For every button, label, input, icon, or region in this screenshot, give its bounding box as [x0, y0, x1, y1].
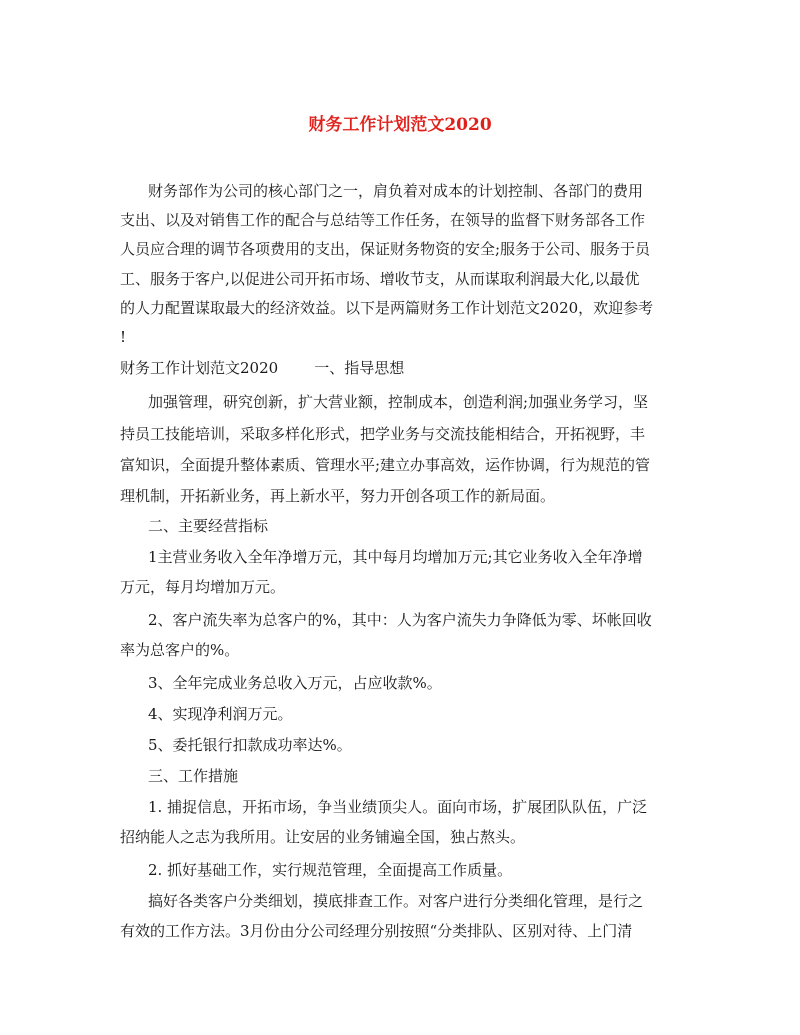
indicator-3: 3、全年完成业务总收入万元，占应收款%。: [148, 674, 442, 692]
section3-heading: 三、工作措施: [148, 767, 239, 785]
indicator-2-line: 率为总客户的%。: [120, 641, 240, 659]
measure-2: 2. 抓好基础工作，实行规范管理，全面提高工作质量。: [148, 861, 513, 879]
document-title: 财务工作计划范文2020: [308, 115, 492, 135]
intro-line: 财务部作为公司的核心部门之一，肩负着对成本的计划控制、各部门的费用: [148, 182, 644, 200]
intro-line: 的人力配置谋取最大的经济效益。以下是两篇财务工作计划范文2020，欢迎参考: [120, 299, 654, 317]
section-heading-guiding: 一、指导思想: [314, 359, 405, 377]
guiding-line: 加强管理，研究创新，扩大营业额，控制成本，创造利润;加强业务学习，坚: [148, 393, 649, 411]
indicator-2-line: 2、客户流失率为总客户的%，其中：人为客户流失力争降低为零、坏帐回收: [148, 611, 652, 629]
measure-1-line: 1. 捕捉信息，开拓市场，争当业绩顶尖人。面向市场，扩展团队队伍，广泛: [148, 798, 648, 816]
intro-line: 工、服务于客户,以促进公司开拓市场、增收节支，从而谋取利润最大化,以最优: [120, 270, 640, 288]
section-heading-title: 财务工作计划范文2020: [120, 359, 279, 377]
measure-2-detail-line: 有效的工作方法。3月份由分公司经理分别按照“分类排队、区别对待、上门清: [120, 922, 633, 940]
section-heading-line: [120, 357, 404, 379]
indicator-4: 4、实现净利润万元。: [148, 705, 293, 723]
intro-line: 支出、以及对销售工作的配合与总结等工作任务，在领导的监督下财务部各工作: [120, 211, 646, 229]
guiding-line: 理机制，开拓新业务，再上新水平，努力开创各项工作的新局面。: [120, 487, 556, 505]
intro-line: !: [120, 328, 127, 346]
indicator-1-line: 1主营业务收入全年净增万元，其中每月均增加万元;其它业务收入全年净增: [148, 548, 643, 566]
guiding-line: 富知识，全面提升整体素质、管理水平;建立办事高效，运作协调，行为规范的管: [120, 456, 651, 474]
measure-2-detail-line: 搞好各类客户分类细划，摸底排查工作。对客户进行分类细化管理，是行之: [148, 892, 644, 910]
measure-1-line: 招纳能人之志为我所用。让安居的业务铺遍全国，独占熬头。: [120, 828, 526, 846]
indicator-5: 5、委托银行扣款成功率达%。: [148, 736, 352, 754]
section2-heading: 二、主要经营指标: [148, 517, 269, 535]
guiding-line: 持员工技能培训，采取多样化形式，把学业务与交流技能相结合，开拓视野，丰: [120, 425, 646, 443]
intro-line: 人员应合理的调节各项费用的支出，保证财务物资的安全;服务于公司、服务于员: [120, 240, 651, 258]
indicator-1-line: 万元，每月均增加万元。: [120, 578, 286, 596]
